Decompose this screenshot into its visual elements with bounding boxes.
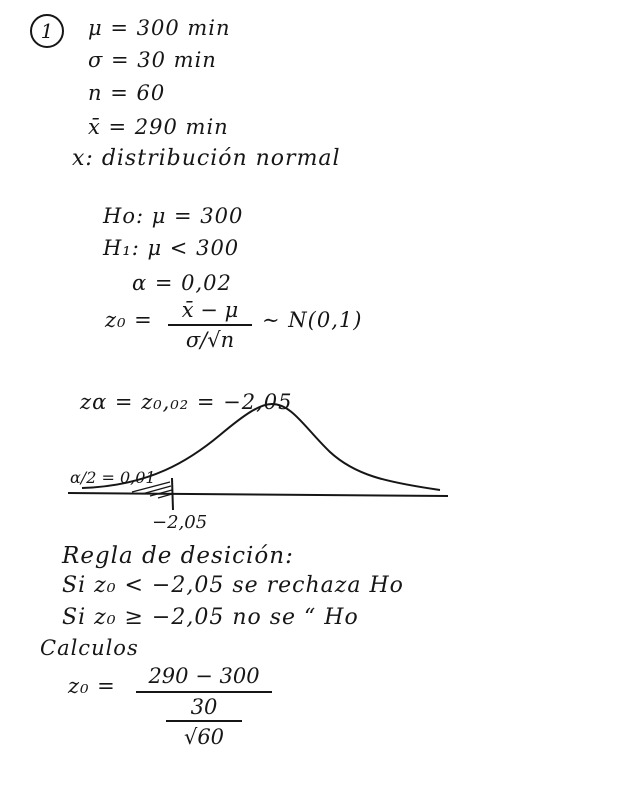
given-mean: μ = 300 min xyxy=(88,16,231,40)
statistic-numerator: x̄ − μ xyxy=(181,298,239,322)
given-sigma: σ = 30 min xyxy=(88,48,217,72)
given-distribution: x: distribución normal xyxy=(72,146,341,171)
significance-level: α = 0,02 xyxy=(132,271,232,295)
critical-point-label: −2,05 xyxy=(152,512,208,533)
critical-line xyxy=(172,478,173,510)
tail-area-label: α/2 = 0,01 xyxy=(70,468,156,487)
calculation-sub-denominator: √60 xyxy=(183,725,225,749)
given-sample-mean: x̄ = 290 min xyxy=(88,115,229,139)
calculation-denominator: 30 xyxy=(190,695,218,719)
calculation-inner-bar xyxy=(166,720,242,722)
calculation-numerator: 290 − 300 xyxy=(148,664,260,688)
calculation-lhs: z₀ = xyxy=(68,674,116,698)
problem-number: 1 xyxy=(30,14,64,48)
null-hypothesis: Ho: μ = 300 xyxy=(103,204,244,228)
baseline xyxy=(68,493,448,496)
calculations-title: Calculos xyxy=(40,636,139,660)
decision-accept: Si z₀ ≥ −2,05 no se “ Ho xyxy=(62,605,359,630)
decision-rule-title: Regla de desición: xyxy=(62,543,294,569)
statistic-lhs: z₀ = xyxy=(105,308,153,332)
statistic-denominator: σ/√n xyxy=(185,328,235,352)
decision-reject: Si z₀ < −2,05 se rechaza Ho xyxy=(62,573,404,598)
statistic-distribution: ∼ N(0,1) xyxy=(262,308,363,332)
critical-value: zα = z₀,₀₂ = −2,05 xyxy=(80,390,293,414)
calculation-fraction-bar xyxy=(136,691,272,693)
alternative-hypothesis: H₁: μ < 300 xyxy=(103,236,240,260)
given-n: n = 60 xyxy=(88,81,166,105)
